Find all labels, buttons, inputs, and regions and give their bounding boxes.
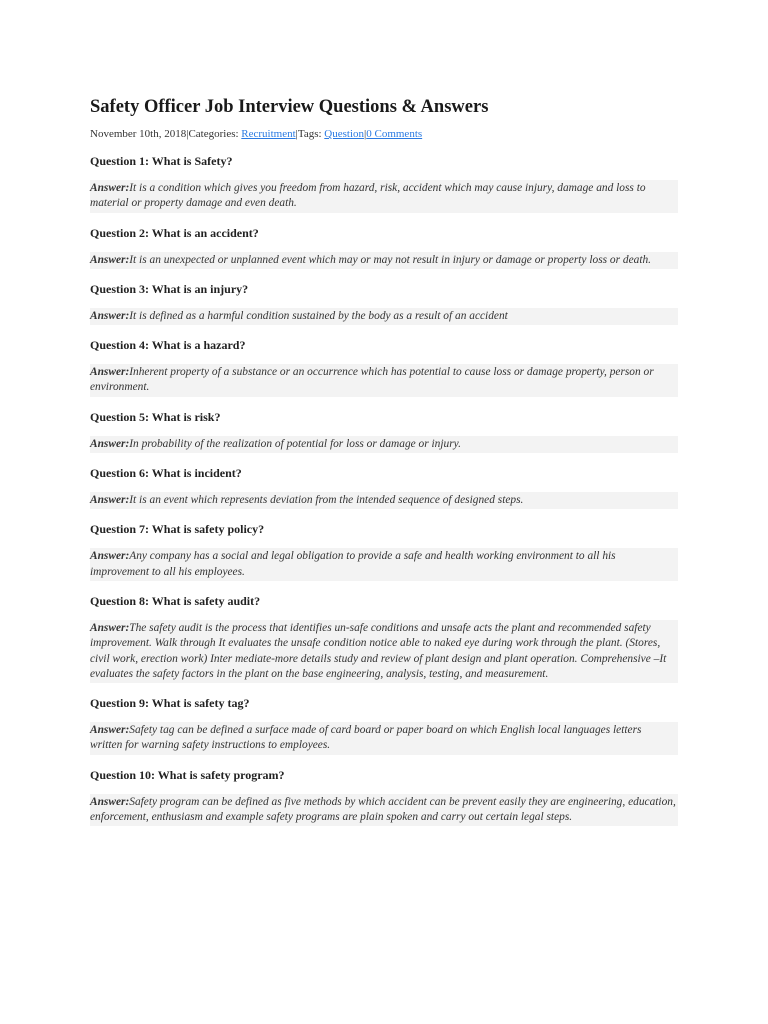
answer-text: Safety tag can be defined a surface made of card board or paper board on which English local languages letters written for warning safety instructions to employees.: [90, 724, 642, 752]
question: Question 6: What is incident?: [90, 466, 242, 481]
answer-label: Answer:: [90, 366, 130, 379]
answer-text: It is an unexpected or unplanned event which may or may not result in injury or damage or property loss or death.: [129, 253, 652, 266]
answer: [90, 252, 678, 269]
qa-item: [90, 696, 678, 755]
meta-separator: |: [364, 128, 367, 140]
answer-text: The safety audit is the process that identifies un-safe conditions and unsafe acts the plant and recommended safety improvement. Walk through It evaluates the unsafe condition notice able to naked eye during work through the plant. (Stores, civil work, erection work) Inter mediate-more details study and review of plant design and plant operation. Comprehensive –It evaluates the safety factors in the plant on the base engineering, analysis, testing, and measurement.: [90, 621, 667, 680]
answer-label: Answer:: [90, 724, 130, 737]
answer: [90, 364, 678, 397]
comments-link[interactable]: 0 Comments: [366, 128, 423, 140]
category-link-recruitment[interactable]: Recruitment: [241, 128, 296, 140]
answer-text: Safety program can be defined as five methods by which accident can be prevent easily they are engineering, education, enforcement, enthusiasm and example safety programs are plain spoken and carry out certain legal steps.: [90, 795, 676, 824]
answer: [90, 620, 678, 683]
answer: [90, 492, 678, 509]
answer-label: Answer:: [90, 621, 130, 634]
meta-separator: |: [295, 128, 298, 140]
answer: [90, 548, 678, 581]
qa-item: [90, 768, 678, 827]
answer-text: It is defined as a harmful condition sustained by the body as a result of an accident: [129, 309, 508, 322]
categories-label: Categories:: [188, 128, 242, 140]
answer-text: It is a condition which gives you freedom from hazard, risk, accident which may cause injury, damage and loss to material or property damage and even death.: [90, 182, 646, 210]
answer-text: Any company has a social and legal obligation to provide a safe and health working environment to all his improvement to all his employees.: [90, 550, 616, 578]
article-meta: [90, 127, 678, 141]
answer-label: Answer:: [90, 253, 130, 266]
answer-label: Answer:: [90, 437, 130, 450]
qa-item: [90, 154, 678, 213]
tags-label: Tags:: [297, 128, 325, 140]
question: Question 8: What is safety audit?: [90, 593, 261, 608]
answer-label: Answer:: [90, 795, 130, 808]
question: Question 1: What is Safety?: [90, 154, 233, 168]
post-date: November 10th, 2018: [90, 128, 187, 140]
qa-item: [90, 594, 678, 683]
answer: [90, 308, 678, 325]
qa-item: [90, 338, 678, 397]
qa-item: [90, 410, 678, 453]
article: [90, 96, 678, 826]
answer: [90, 436, 678, 453]
answer-text: In probability of the realization of potential for loss or damage or injury.: [129, 437, 461, 450]
article-title: Safety Officer Job Interview Questions & Answers: [90, 97, 489, 117]
answer: [90, 722, 678, 755]
question: Question 2: What is an accident?: [90, 225, 259, 240]
question: Question 4: What is a hazard?: [90, 338, 246, 353]
answer-label: Answer:: [90, 182, 130, 194]
answer-label: Answer:: [90, 309, 130, 322]
qa-item: [90, 282, 678, 325]
answer: [90, 180, 678, 213]
question: Question 3: What is an injury?: [90, 281, 249, 296]
question: Question 9: What is safety tag?: [90, 696, 250, 711]
meta-separator: |: [186, 128, 189, 140]
answer-label: Answer:: [90, 494, 130, 507]
question: Question 5: What is risk?: [90, 409, 221, 424]
answer-text: It is an event which represents deviation from the intended sequence of designed steps.: [129, 494, 524, 507]
question: Question 10: What is safety program?: [90, 767, 285, 782]
qa-item: [90, 466, 678, 509]
answer-label: Answer:: [90, 550, 130, 563]
qa-item: [90, 226, 678, 269]
tag-link-question[interactable]: Question: [324, 128, 365, 140]
qa-item: [90, 522, 678, 581]
answer: [90, 794, 678, 827]
answer-text: Inherent property of a substance or an occurrence which has potential to cause loss or damage property, person or environment.: [90, 366, 654, 394]
question: Question 7: What is safety policy?: [90, 522, 265, 537]
